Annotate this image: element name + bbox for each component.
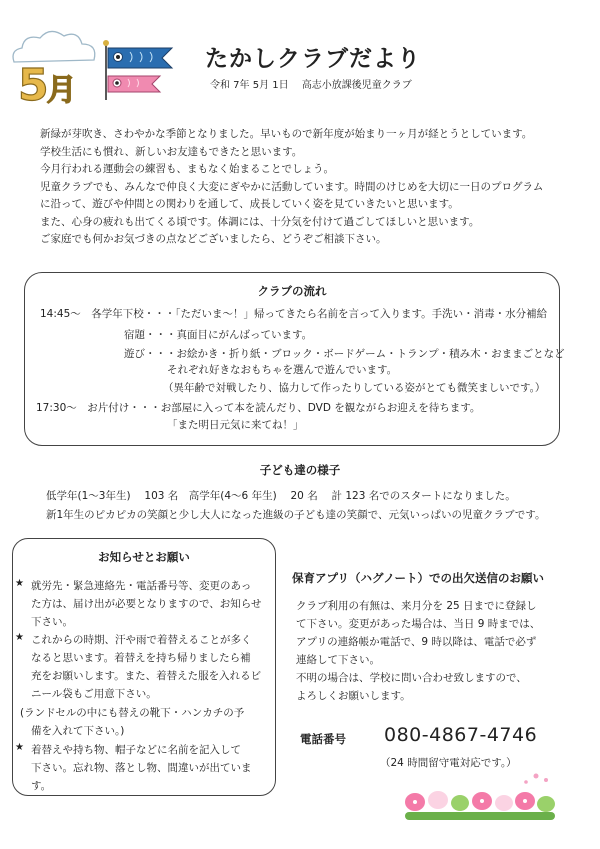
app-line: よろしくお願いします。 xyxy=(296,690,411,702)
star-icon: ★ xyxy=(15,632,24,643)
flow-line: 「また明日元気に来てね！」 xyxy=(167,419,304,431)
kids-description-line: 新1年生のピカピカの笑顔と少し大人になった進級の子ども達の笑顔で、元気いっぱいの児童クラブです。 xyxy=(46,509,546,521)
intro-line: 今月行われる運動会の練習も、まもなく始まることでしょう。 xyxy=(40,163,334,175)
flow-line: 17:30～ お片付け・・・お部屋に入って本を読んだり、DVD を観ながらお迎えを待ちます。 xyxy=(36,402,481,414)
notice-line: す。 xyxy=(31,780,52,792)
notice-line: た方は、届け出が必要となりますので、お知らせ xyxy=(31,598,262,610)
notice-line: 就労先・緊急連絡先・電話番号等、変更のあっ xyxy=(31,580,252,592)
intro-line: また、心身の疲れも出てくる頃です。体調には、十分気を付けて過ごしてほしいと思います。 xyxy=(40,215,480,228)
app-line: て下さい。変更があった場合は、当日 9 時までは、 xyxy=(296,618,541,630)
notice-line: (ランドセルの中にも替えの靴下・ハンカチの予 xyxy=(20,707,245,719)
star-icon: ★ xyxy=(15,742,24,753)
app-line: アプリの連絡帳か電話で、9 時以降は、電話で必ず xyxy=(296,636,537,648)
notice-line: なると思います。着替えを持ち帰りましたら補 xyxy=(31,652,251,664)
notice-title: お知らせとお願い xyxy=(98,550,190,564)
issue-date-club: 令和 7年 5月 1日 高志小放課後児童クラブ xyxy=(210,80,412,91)
notice-box xyxy=(12,538,276,796)
newsletter-title: たかしクラブだより xyxy=(205,46,421,72)
phone-label: 電話番号 xyxy=(300,732,346,746)
notice-line: 下さい。 xyxy=(31,616,73,628)
intro-line: 児童クラブでも、みんなで仲良く大変にぎやかに活動しています。時間のけじめを大切に一日のプログラム xyxy=(40,180,544,193)
intro-line: ご家庭でも何かお気づきの点などございましたら、どうぞご相談下さい。 xyxy=(40,233,387,245)
intro-line: 学校生活にも慣れ、新しいお友達もできたと思います。 xyxy=(40,145,303,158)
notice-line: 下さい。忘れ物、落とし物、間違いが出ていま xyxy=(31,762,252,774)
intro-line: 新緑が芽吹き、さわやかな季節となりました。早いもので新年度が始まり一ヶ月が経とうとしています。 xyxy=(40,128,533,140)
club-flow-title: クラブの流れ xyxy=(257,284,327,298)
phone-note: （24 時間留守電対応です。） xyxy=(380,757,517,769)
star-icon: ★ xyxy=(15,578,24,589)
flow-line: 遊び・・・お絵かき・折り紙・ブロック・ボードゲーム・トランプ・積み木・おままごとなど xyxy=(124,348,565,360)
phone-number: 080-4867-4746 xyxy=(384,724,538,746)
month-badge xyxy=(18,60,75,111)
month-number: 5 xyxy=(18,60,47,111)
flower-decoration xyxy=(400,770,570,830)
month-kanji: 月 xyxy=(46,73,75,108)
app-line: クラブ利用の有無は、来月分を 25 日までに登録し xyxy=(296,600,537,612)
app-attendance-title: 保育アプリ（ハグノート）での出欠送信のお願い xyxy=(292,571,544,585)
flow-line: 14:45～ 各学年下校・・・「ただいま～！」帰ってきたら名前を言って入ります。手洗い・消毒・水分補給 xyxy=(40,308,548,320)
flow-line: 宿題・・・真面目にがんばっています。 xyxy=(124,329,313,341)
intro-line: に沿って、遊びや仲間との関わりを通して、成長していく姿を見ていきたいと思います。 xyxy=(40,198,459,210)
intro-paragraph xyxy=(40,126,560,249)
app-line: 連絡して下さい。 xyxy=(296,654,380,666)
notice-line: 充をお願いします。また、着替えた服を入れるビ xyxy=(31,670,262,682)
app-line: 不明の場合は、学校に問い合わせ致しますので、 xyxy=(296,672,527,684)
notice-line: ニール袋もご用意下さい。 xyxy=(31,688,157,700)
koinobori-icon xyxy=(100,40,195,102)
flow-line: （異年齢で対戦したり、協力して作ったりしている姿がとても微笑ましいです。） xyxy=(163,382,546,394)
kids-count-line: 低学年(1～3年生) 103 名 高学年(4～6 年生) 20 名 計 123 名でのスタートになりました。 xyxy=(46,490,516,502)
notice-line: 着替えや持ち物、帽子などに名前を記入して xyxy=(31,744,241,756)
notice-line: 備を入れて下さい。) xyxy=(31,725,125,737)
kids-section-title: 子ども達の様子 xyxy=(259,463,341,477)
flow-line: それぞれ好きなおもちゃを選んで遊んでいます。 xyxy=(167,364,398,376)
notice-line: これからの時期、汗や雨で着替えることが多く xyxy=(31,634,252,646)
